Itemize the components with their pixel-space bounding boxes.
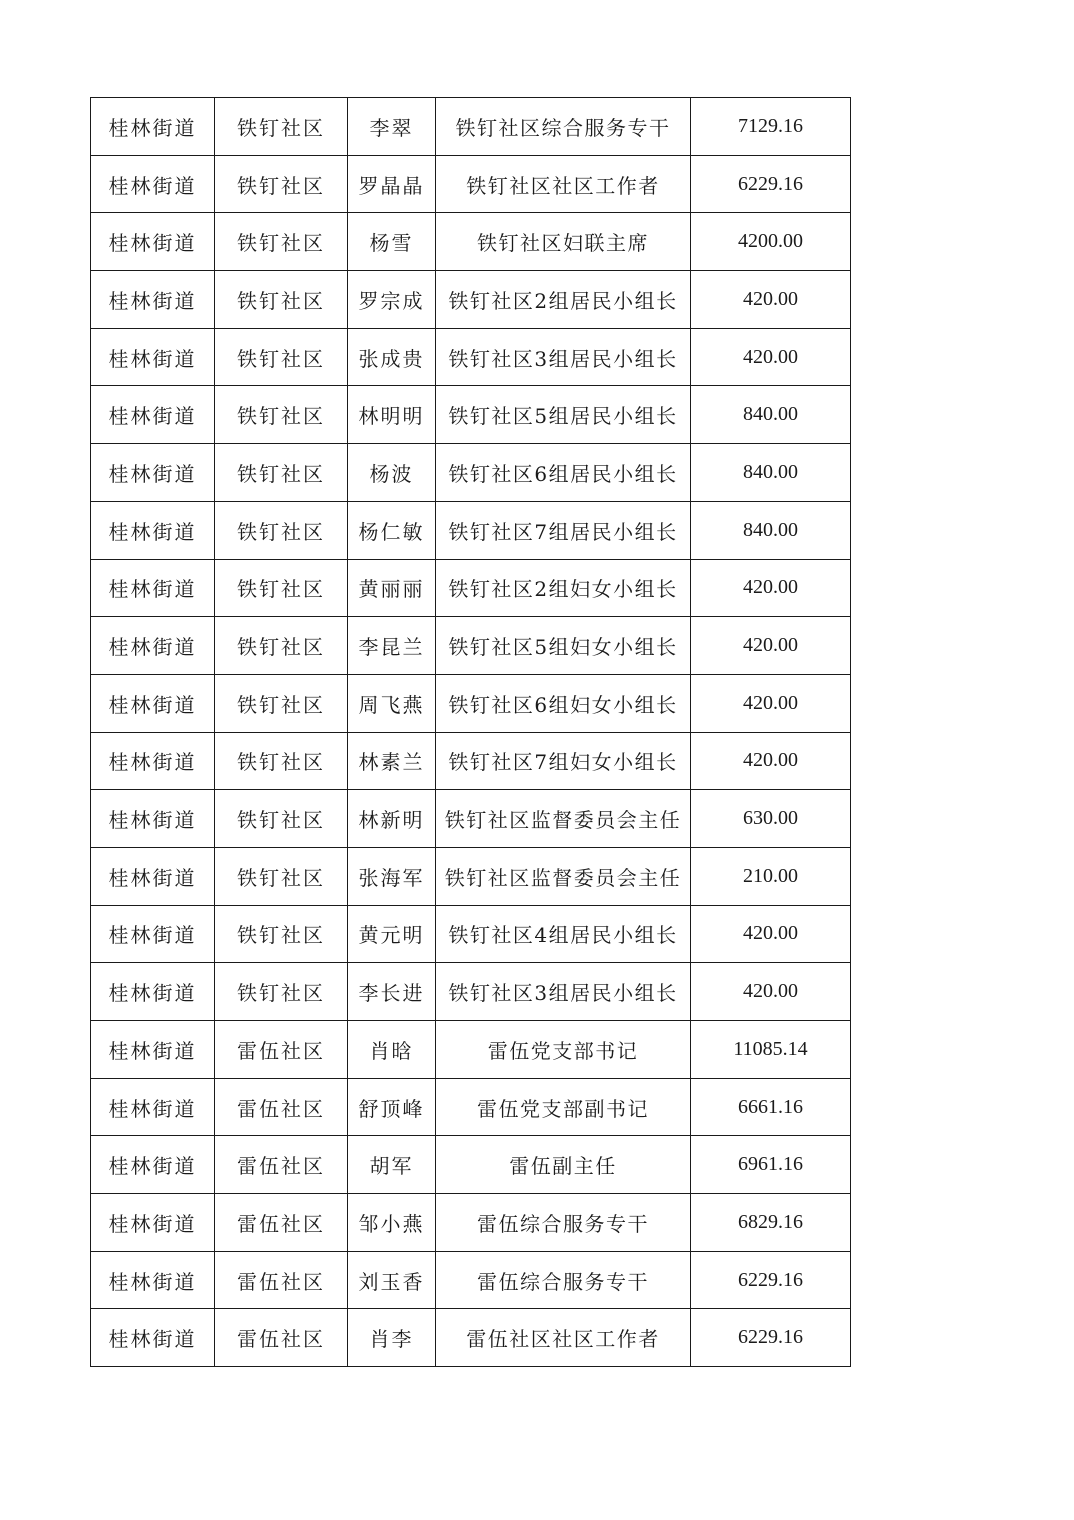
- name-cell: 黄元明: [348, 905, 436, 963]
- street-cell: 桂林街道: [91, 732, 215, 790]
- amount-cell: 4200.00: [691, 213, 851, 271]
- table-row: [91, 1194, 851, 1252]
- name-cell: 舒顶峰: [348, 1078, 436, 1136]
- name-cell: 邹小燕: [348, 1194, 436, 1252]
- table-row: [91, 271, 851, 329]
- community-cell: 雷伍社区: [215, 1194, 348, 1252]
- position-cell: 铁钉社区3组居民小组长: [436, 328, 691, 386]
- street-cell: 桂林街道: [91, 1021, 215, 1079]
- table-row: [91, 1251, 851, 1309]
- amount-cell: 420.00: [691, 328, 851, 386]
- name-cell: 张海军: [348, 847, 436, 905]
- table-row: [91, 1309, 851, 1367]
- amount-cell: 6229.16: [691, 1309, 851, 1367]
- position-cell: 铁钉社区社区工作者: [436, 155, 691, 213]
- name-cell: 林明明: [348, 386, 436, 444]
- table-row: [91, 790, 851, 848]
- name-cell: 周飞燕: [348, 674, 436, 732]
- community-cell: 铁钉社区: [215, 501, 348, 559]
- street-cell: 桂林街道: [91, 790, 215, 848]
- community-cell: 铁钉社区: [215, 328, 348, 386]
- amount-cell: 420.00: [691, 963, 851, 1021]
- table-row: [91, 1021, 851, 1079]
- community-cell: 铁钉社区: [215, 674, 348, 732]
- position-cell: 铁钉社区5组居民小组长: [436, 386, 691, 444]
- position-cell: 铁钉社区6组妇女小组长: [436, 674, 691, 732]
- street-cell: 桂林街道: [91, 1194, 215, 1252]
- position-cell: 铁钉社区综合服务专干: [436, 98, 691, 156]
- name-cell: 林素兰: [348, 732, 436, 790]
- amount-cell: 6829.16: [691, 1194, 851, 1252]
- street-cell: 桂林街道: [91, 444, 215, 502]
- amount-cell: 6961.16: [691, 1136, 851, 1194]
- community-cell: 铁钉社区: [215, 155, 348, 213]
- amount-cell: 840.00: [691, 501, 851, 559]
- name-cell: 杨波: [348, 444, 436, 502]
- community-cell: 铁钉社区: [215, 847, 348, 905]
- position-cell: 雷伍党支部书记: [436, 1021, 691, 1079]
- community-cell: 铁钉社区: [215, 905, 348, 963]
- table-row: [91, 213, 851, 271]
- name-cell: 李昆兰: [348, 617, 436, 675]
- name-cell: 肖晗: [348, 1021, 436, 1079]
- name-cell: 罗晶晶: [348, 155, 436, 213]
- position-cell: 铁钉社区2组居民小组长: [436, 271, 691, 329]
- community-cell: 铁钉社区: [215, 98, 348, 156]
- table-row: [91, 1078, 851, 1136]
- community-cell: 雷伍社区: [215, 1251, 348, 1309]
- street-cell: 桂林街道: [91, 617, 215, 675]
- street-cell: 桂林街道: [91, 386, 215, 444]
- name-cell: 杨雪: [348, 213, 436, 271]
- amount-cell: 420.00: [691, 905, 851, 963]
- name-cell: 张成贵: [348, 328, 436, 386]
- table-row: [91, 386, 851, 444]
- community-cell: 铁钉社区: [215, 386, 348, 444]
- community-cell: 铁钉社区: [215, 271, 348, 329]
- amount-cell: 6229.16: [691, 1251, 851, 1309]
- street-cell: 桂林街道: [91, 98, 215, 156]
- community-cell: 雷伍社区: [215, 1136, 348, 1194]
- name-cell: 林新明: [348, 790, 436, 848]
- position-cell: 雷伍综合服务专干: [436, 1251, 691, 1309]
- table-row: [91, 905, 851, 963]
- amount-cell: 420.00: [691, 559, 851, 617]
- name-cell: 李长进: [348, 963, 436, 1021]
- amount-cell: 11085.14: [691, 1021, 851, 1079]
- name-cell: 刘玉香: [348, 1251, 436, 1309]
- table-row: [91, 1136, 851, 1194]
- amount-cell: 7129.16: [691, 98, 851, 156]
- name-cell: 罗宗成: [348, 271, 436, 329]
- table-row: [91, 328, 851, 386]
- amount-cell: 420.00: [691, 271, 851, 329]
- amount-cell: 840.00: [691, 444, 851, 502]
- table-row: [91, 847, 851, 905]
- street-cell: 桂林街道: [91, 847, 215, 905]
- street-cell: 桂林街道: [91, 674, 215, 732]
- position-cell: 铁钉社区4组居民小组长: [436, 905, 691, 963]
- position-cell: 雷伍党支部副书记: [436, 1078, 691, 1136]
- table-row: [91, 501, 851, 559]
- community-cell: 雷伍社区: [215, 1309, 348, 1367]
- street-cell: 桂林街道: [91, 213, 215, 271]
- position-cell: 雷伍综合服务专干: [436, 1194, 691, 1252]
- position-cell: 铁钉社区2组妇女小组长: [436, 559, 691, 617]
- name-cell: 杨仁敏: [348, 501, 436, 559]
- table-row: [91, 617, 851, 675]
- amount-cell: 420.00: [691, 732, 851, 790]
- street-cell: 桂林街道: [91, 1309, 215, 1367]
- position-cell: 铁钉社区6组居民小组长: [436, 444, 691, 502]
- table-row: [91, 674, 851, 732]
- amount-cell: 840.00: [691, 386, 851, 444]
- table-row: [91, 155, 851, 213]
- position-cell: 铁钉社区监督委员会主任: [436, 847, 691, 905]
- community-cell: 铁钉社区: [215, 732, 348, 790]
- street-cell: 桂林街道: [91, 328, 215, 386]
- position-cell: 雷伍社区社区工作者: [436, 1309, 691, 1367]
- name-cell: 胡军: [348, 1136, 436, 1194]
- table-row: [91, 559, 851, 617]
- street-cell: 桂林街道: [91, 1078, 215, 1136]
- community-cell: 铁钉社区: [215, 963, 348, 1021]
- street-cell: 桂林街道: [91, 963, 215, 1021]
- amount-cell: 420.00: [691, 617, 851, 675]
- position-cell: 铁钉社区7组妇女小组长: [436, 732, 691, 790]
- amount-cell: 6661.16: [691, 1078, 851, 1136]
- table-row: [91, 732, 851, 790]
- amount-cell: 210.00: [691, 847, 851, 905]
- name-cell: 李翠: [348, 98, 436, 156]
- street-cell: 桂林街道: [91, 559, 215, 617]
- position-cell: 铁钉社区7组居民小组长: [436, 501, 691, 559]
- name-cell: 肖李: [348, 1309, 436, 1367]
- community-cell: 雷伍社区: [215, 1021, 348, 1079]
- position-cell: 铁钉社区监督委员会主任: [436, 790, 691, 848]
- community-cell: 铁钉社区: [215, 213, 348, 271]
- community-cell: 铁钉社区: [215, 444, 348, 502]
- street-cell: 桂林街道: [91, 155, 215, 213]
- table-body: [91, 98, 851, 1367]
- amount-cell: 630.00: [691, 790, 851, 848]
- table-row: [91, 98, 851, 156]
- community-cell: 雷伍社区: [215, 1078, 348, 1136]
- street-cell: 桂林街道: [91, 1251, 215, 1309]
- position-cell: 铁钉社区5组妇女小组长: [436, 617, 691, 675]
- street-cell: 桂林街道: [91, 271, 215, 329]
- amount-cell: 420.00: [691, 674, 851, 732]
- position-cell: 雷伍副主任: [436, 1136, 691, 1194]
- street-cell: 桂林街道: [91, 501, 215, 559]
- subsidy-table: [90, 97, 851, 1367]
- community-cell: 铁钉社区: [215, 617, 348, 675]
- table-row: [91, 444, 851, 502]
- community-cell: 铁钉社区: [215, 559, 348, 617]
- name-cell: 黄丽丽: [348, 559, 436, 617]
- street-cell: 桂林街道: [91, 905, 215, 963]
- position-cell: 铁钉社区3组居民小组长: [436, 963, 691, 1021]
- community-cell: 铁钉社区: [215, 790, 348, 848]
- street-cell: 桂林街道: [91, 1136, 215, 1194]
- table-row: [91, 963, 851, 1021]
- position-cell: 铁钉社区妇联主席: [436, 213, 691, 271]
- amount-cell: 6229.16: [691, 155, 851, 213]
